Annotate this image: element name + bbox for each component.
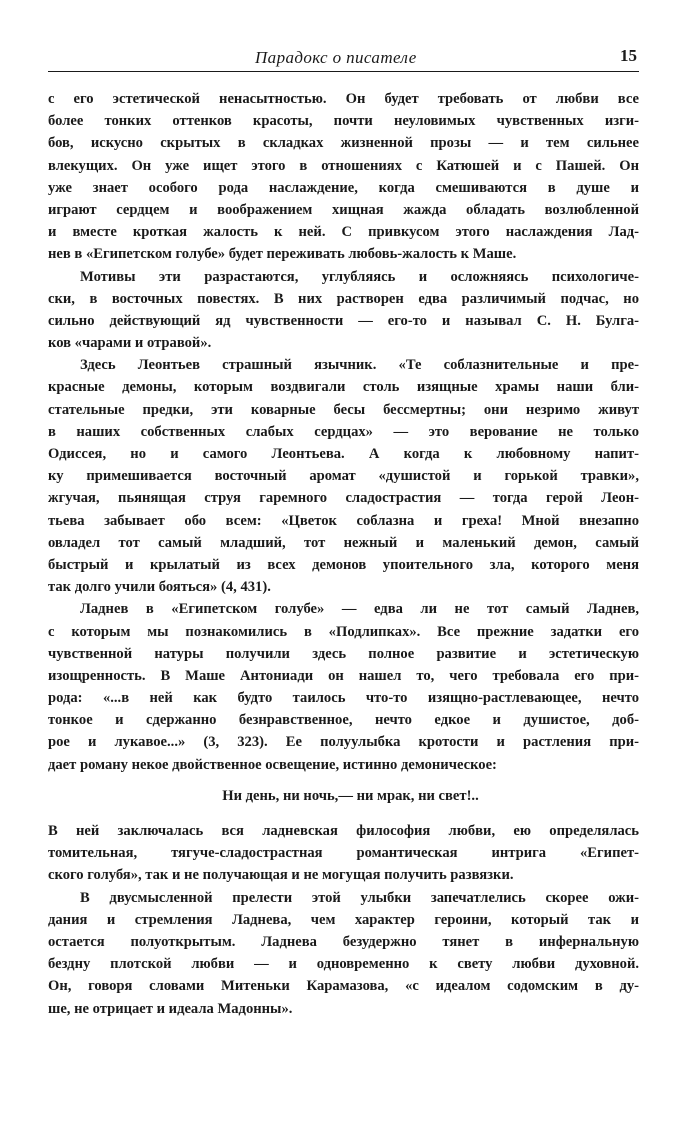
text-line: Ладнев в «Египетском голубе» — едва ли не тот самый Ладнев, — [80, 601, 639, 618]
text-line: в наших собственных слабых сердцах» — это верование не только — [48, 423, 639, 440]
text-line: так долго учили бояться» (4, 431). — [48, 579, 271, 596]
paragraph — [48, 820, 639, 887]
text-line: нев в «Египетском голубе» будет переживать любовь-жалость к Маше. — [48, 246, 517, 263]
paragraph — [48, 598, 639, 776]
text-line: красные демоны, которым воздвигали столь изящные храмы наши бли- — [48, 379, 639, 396]
running-title: Парадокс о писателе — [255, 48, 417, 67]
text-line: ски, в восточных повестях. В них растворен едва различимый подчас, но — [48, 290, 639, 307]
text-line: тьева забывает обо всем: «Цветок соблазна и греха! Мной внезапно — [48, 512, 639, 529]
text-line: Он, говоря словами Митеньки Карамазова, «с идеалом содомским в ду- — [48, 978, 639, 995]
page-number: 15 — [620, 46, 637, 65]
text-line: сильно действующий яд чувственности — его-то и называл С. Н. Булга- — [48, 312, 639, 329]
text-line: дает роману некое двойственное освещение, истинно демоническое: — [48, 756, 497, 773]
text-line: бездну плотской любви — и одновременно к свету любви духовной. — [48, 956, 639, 973]
header-rule — [48, 71, 639, 72]
text-line: влекущих. Он уже ищет этого в отношениях с Катюшей и с Пашей. Он — [48, 157, 639, 174]
paragraph — [48, 887, 639, 1020]
text-line: ше, не отрицает и идеала Мадонны». — [48, 1000, 293, 1017]
text-line: остается полуоткрытым. Ладнева безудержно тянет в инфернальную — [48, 933, 639, 950]
text-line: Мотивы эти разрастаются, углубляясь и осложняясь психологиче- — [80, 268, 639, 285]
text-line: жгучая, пьянящая струя гаремного сладострастия — тогда герой Леон- — [48, 490, 639, 507]
text-line: быстрый и крылатый из всех демонов упоительного зла, которого меня — [48, 556, 639, 573]
paragraph — [48, 88, 639, 266]
text-line: более тонких оттенков красоты, почти неуловимых чувственных изги- — [48, 113, 639, 130]
text-line: с которым мы познакомились в «Подлипках». Все прежние задатки его — [48, 623, 639, 640]
body-text — [48, 88, 639, 1020]
text-line: Одиссея, но и самого Леонтьева. А когда к любовному напит- — [48, 446, 639, 462]
text-line: ков «чарами и отравой». — [48, 335, 212, 352]
text-line: чувственной натуры получили здесь полное развитие и эстетическую — [48, 645, 639, 662]
text-line: Здесь Леонтьев страшный язычник. «Те соблазнительные и пре- — [80, 357, 639, 374]
text-line: уже знает особого рода наслаждение, когда смешиваются в душе и — [48, 179, 639, 196]
text-line: играют сердцем и воображением хищная жажда обладать возлюбленной — [48, 201, 639, 218]
paragraph — [48, 266, 639, 355]
text-line: дания и стремления Ладнева, чем характер героини, который так и — [48, 911, 639, 928]
text-line: рода: «...в ней как будто таилось что-то изящно-растлевающее, нечто — [48, 690, 639, 707]
text-line: В двусмысленной прелести этой улыбки запечатлелись скорее ожи- — [80, 889, 639, 906]
text-line: тонкое и сдержанно безнравственное, нечто едкое и душистое, доб- — [48, 712, 639, 729]
text-line: рое и лукавое...» (3, 323). Ее полуулыбка кротости и растления при- — [48, 734, 639, 751]
text-line: с его эстетической ненасытностью. Он будет требовать от любви все — [48, 91, 639, 107]
text-line: томительная, тягуче-сладострастная романтическая интрига «Египет- — [48, 845, 639, 862]
text-line: В ней заключалась вся ладневская философия любви, ею определялась — [48, 823, 639, 839]
text-line: ку примешивается восточный аромат «душистой и горькой травки», — [48, 468, 639, 485]
verse-quote: Ни день, ни ночь,— ни мрак, ни свет!.. — [222, 787, 479, 804]
text-line: ского голубя», так и не получающая и не могущая получить развязки. — [48, 867, 514, 884]
text-line: овладел тот самый младший, тот нежный и маленький демон, самый — [48, 534, 639, 551]
text-line: бов, искусно скрытых в складках жизненной прозы — и тем сильнее — [48, 135, 639, 152]
text-line: изощренность. В Маше Антониади он нашел то, чего требовала его при- — [48, 667, 639, 684]
paragraph — [48, 354, 639, 598]
text-line: стательные предки, эти коварные бесы бессмертны; они незримо живут — [48, 401, 639, 418]
text-line: и вместе кроткая жалость к ней. С привкусом этого наслаждения Лад- — [48, 224, 639, 241]
